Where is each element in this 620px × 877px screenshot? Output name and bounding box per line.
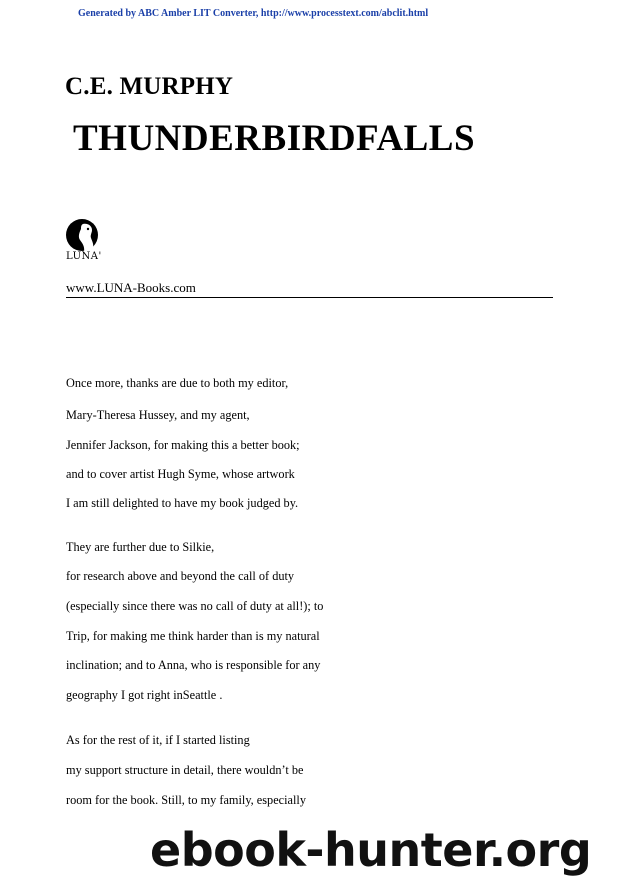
ack-line: room for the book. Still, to my family, especially: [66, 793, 306, 807]
ack-line: and to cover artist Hugh Syme, whose artwork: [66, 467, 295, 481]
ack-line: inclination; and to Anna, who is responsible for any: [66, 658, 321, 672]
ack-line: Once more, thanks are due to both my editor,: [66, 376, 289, 390]
ack-line: Trip, for making me think harder than is my natural: [66, 629, 320, 643]
horizontal-rule: [66, 297, 553, 298]
watermark-text: ebook-hunter.org: [150, 823, 592, 877]
ack-line: Mary-Theresa Hussey, and my agent,: [66, 408, 250, 422]
ack-line: Jennifer Jackson, for making this a better book;: [66, 438, 300, 452]
book-title: THUNDERBIRDFALLS: [73, 118, 476, 159]
ack-line: for research above and beyond the call of duty: [66, 569, 295, 583]
ack-line: (especially since there was no call of duty at all!); to: [66, 599, 324, 613]
generated-by-note: Generated by ABC Amber LIT Converter, http://www.processtext.com/abclit.html: [78, 8, 429, 19]
ack-line: They are further due to Silkie,: [66, 540, 215, 554]
ack-line: I am still delighted to have my book judged by.: [66, 496, 299, 510]
ack-line: As for the rest of it, if I started listing: [66, 733, 250, 747]
ack-line: geography I got right inSeattle .: [66, 688, 223, 702]
author-name: C.E. MURPHY: [65, 73, 234, 100]
luna-logo-text: LUNA': [66, 251, 102, 262]
publisher-website: www.LUNA-Books.com: [66, 280, 196, 295]
ack-line: my support structure in detail, there wouldn’t be: [66, 763, 304, 777]
